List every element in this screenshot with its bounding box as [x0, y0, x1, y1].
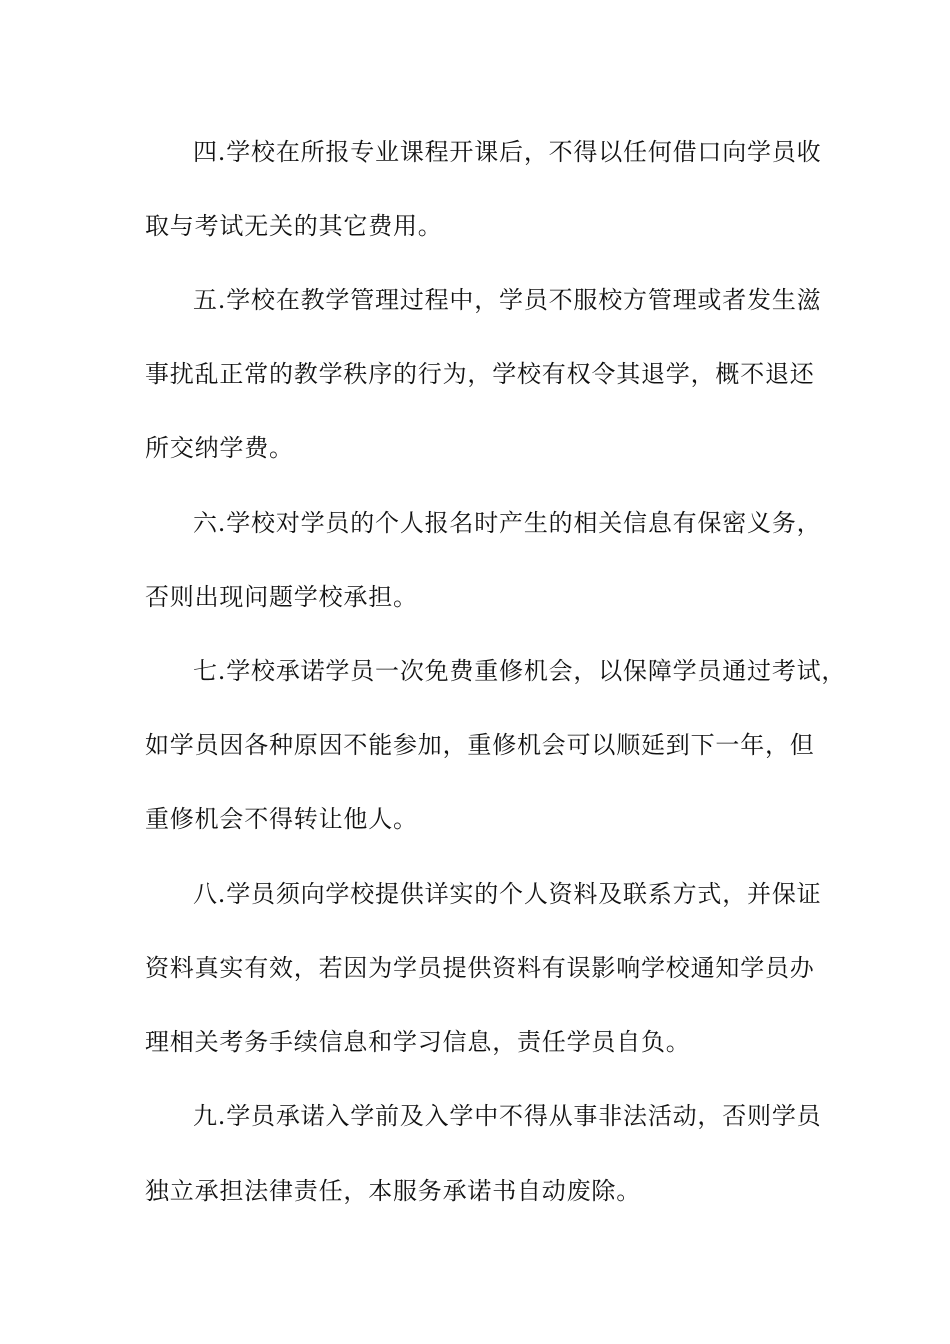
clause-5-line-1: 五.学校在教学管理过程中，学员不服校方管理或者发生滋 [193, 286, 822, 314]
clause-8-line-1: 八.学员须向学校提供详实的个人资料及联系方式，并保证 [193, 880, 822, 908]
clause-7-line-3: 重修机会不得转让他人。 [145, 805, 418, 833]
clause-6-line-2: 否则出现问题学校承担。 [145, 583, 418, 611]
clause-8-line-3: 理相关考务手续信息和学习信息，责任学员自负。 [145, 1028, 691, 1056]
clause-4-line-1: 四.学校在所报专业课程开课后，不得以任何借口向学员收 [193, 138, 822, 166]
clause-9-line-1: 九.学员承诺入学前及入学中不得从事非法活动，否则学员 [193, 1102, 822, 1130]
clause-7-line-1: 七.学校承诺学员一次免费重修机会，以保障学员通过考试， [193, 657, 847, 685]
clause-8-line-2: 资料真实有效，若因为学员提供资料有误影响学校通知学员办 [145, 954, 815, 982]
clause-7-line-2: 如学员因各种原因不能参加，重修机会可以顺延到下一年，但 [145, 731, 815, 759]
clause-4-line-2: 取与考试无关的其它费用。 [145, 212, 443, 240]
clause-5-line-2: 事扰乱正常的教学秩序的行为，学校有权令其退学，概不退还 [145, 360, 815, 388]
clause-5-line-3: 所交纳学费。 [145, 434, 294, 462]
clause-6-line-1: 六.学校对学员的个人报名时产生的相关信息有保密义务， [193, 509, 822, 537]
clause-9-line-2: 独立承担法律责任，本服务承诺书自动废除。 [145, 1177, 641, 1205]
